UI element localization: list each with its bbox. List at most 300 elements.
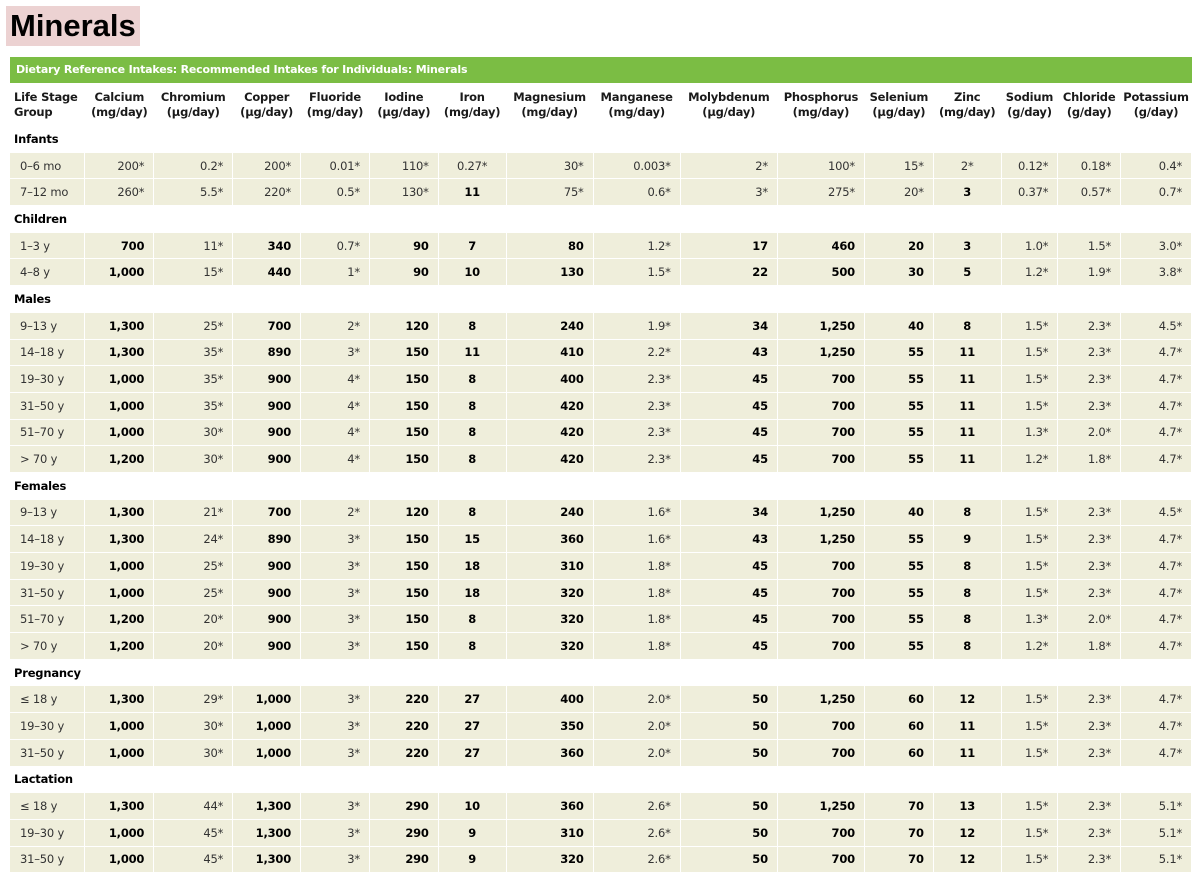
- life-stage-cell: 19–30 y: [10, 819, 85, 846]
- value-cell: 1,250: [777, 793, 864, 820]
- value-cell: 4.7*: [1121, 392, 1192, 419]
- group-label: Males: [10, 286, 1192, 313]
- value-cell: 120: [369, 499, 438, 526]
- column-header-name: Life Stage: [14, 89, 78, 104]
- column-header: [10, 83, 85, 126]
- value-cell: 350: [506, 713, 593, 740]
- value-cell: 34: [680, 312, 777, 339]
- value-cell: 1.8*: [1058, 446, 1121, 473]
- column-header-name: Potassium: [1123, 89, 1189, 104]
- value-cell: 21*: [154, 499, 233, 526]
- column-header: [1001, 83, 1058, 126]
- value-cell: 30: [864, 259, 933, 286]
- value-cell: 1,300: [85, 312, 154, 339]
- value-cell: 50: [680, 739, 777, 766]
- value-cell: 20*: [864, 179, 933, 206]
- value-cell: 240: [506, 312, 593, 339]
- value-cell: 1,000: [85, 366, 154, 393]
- value-cell: 1,250: [777, 312, 864, 339]
- value-cell: 60: [864, 739, 933, 766]
- value-cell: 4*: [301, 446, 370, 473]
- value-cell: 11: [933, 446, 1001, 473]
- value-cell: 320: [506, 633, 593, 660]
- value-cell: 460: [777, 232, 864, 259]
- value-cell: 2.3*: [1058, 553, 1121, 580]
- value-cell: 1,250: [777, 339, 864, 366]
- value-cell: 0.4*: [1121, 152, 1192, 179]
- value-cell: 360: [506, 526, 593, 553]
- table-row: [10, 686, 1192, 713]
- value-cell: 1.5*: [1001, 499, 1058, 526]
- value-cell: 2.6*: [593, 819, 680, 846]
- value-cell: 18: [438, 553, 506, 580]
- value-cell: 3: [933, 232, 1001, 259]
- table-row: [10, 713, 1192, 740]
- table-row: [10, 633, 1192, 660]
- value-cell: 2.3*: [593, 419, 680, 446]
- value-cell: 100*: [777, 152, 864, 179]
- value-cell: 1,300: [85, 499, 154, 526]
- value-cell: 55: [864, 366, 933, 393]
- value-cell: 900: [233, 446, 301, 473]
- value-cell: 310: [506, 553, 593, 580]
- value-cell: 40: [864, 312, 933, 339]
- value-cell: 2.3*: [1058, 366, 1121, 393]
- value-cell: 1,000: [85, 579, 154, 606]
- value-cell: 17: [680, 232, 777, 259]
- value-cell: 4*: [301, 392, 370, 419]
- value-cell: 18: [438, 579, 506, 606]
- value-cell: 700: [777, 366, 864, 393]
- value-cell: 9: [438, 846, 506, 873]
- value-cell: 22: [680, 259, 777, 286]
- value-cell: 20*: [154, 633, 233, 660]
- column-header-unit: (g/day): [1066, 104, 1112, 119]
- value-cell: 1,000: [233, 739, 301, 766]
- table-row: [10, 446, 1192, 473]
- column-header-unit: (mg/day): [608, 104, 665, 119]
- value-cell: 120: [369, 312, 438, 339]
- page-title: Minerals: [6, 6, 140, 46]
- column-header-name: Sodium: [1005, 89, 1054, 104]
- value-cell: 4.5*: [1121, 312, 1192, 339]
- value-cell: 1.3*: [1001, 606, 1058, 633]
- value-cell: 1,200: [85, 446, 154, 473]
- table-row: [10, 259, 1192, 286]
- table-row: [10, 232, 1192, 259]
- value-cell: 1.2*: [1001, 259, 1058, 286]
- value-cell: 90: [369, 259, 438, 286]
- value-cell: 45: [680, 419, 777, 446]
- life-stage-cell: 31–50 y: [10, 739, 85, 766]
- table-row: [10, 846, 1192, 873]
- value-cell: 1,250: [777, 526, 864, 553]
- value-cell: 11: [933, 339, 1001, 366]
- value-cell: 3*: [301, 579, 370, 606]
- value-cell: 15*: [864, 152, 933, 179]
- value-cell: 45*: [154, 819, 233, 846]
- value-cell: 150: [369, 339, 438, 366]
- value-cell: 2.6*: [593, 846, 680, 873]
- value-cell: 290: [369, 793, 438, 820]
- life-stage-cell: 4–8 y: [10, 259, 85, 286]
- value-cell: 2.2*: [593, 339, 680, 366]
- value-cell: 310: [506, 819, 593, 846]
- value-cell: 2*: [301, 499, 370, 526]
- value-cell: 0.27*: [438, 152, 506, 179]
- value-cell: 80: [506, 232, 593, 259]
- value-cell: 2.3*: [593, 392, 680, 419]
- column-header-unit: (mg/day): [443, 104, 501, 119]
- column-header-unit: (µg/day): [166, 104, 220, 119]
- value-cell: 150: [369, 526, 438, 553]
- data-table: [10, 83, 1192, 873]
- column-header: [154, 83, 233, 126]
- column-header: [438, 83, 506, 126]
- value-cell: 420: [506, 419, 593, 446]
- value-cell: 700: [777, 606, 864, 633]
- group-label: Infants: [10, 126, 1192, 152]
- table-row: [10, 152, 1192, 179]
- value-cell: 200*: [233, 152, 301, 179]
- value-cell: 45: [680, 606, 777, 633]
- life-stage-cell: 31–50 y: [10, 579, 85, 606]
- group-label: Children: [10, 206, 1192, 233]
- value-cell: 1.5*: [1001, 819, 1058, 846]
- column-header-name: Manganese: [600, 89, 673, 104]
- value-cell: 3*: [301, 526, 370, 553]
- value-cell: 7: [438, 232, 506, 259]
- value-cell: 25*: [154, 553, 233, 580]
- value-cell: 3*: [301, 793, 370, 820]
- value-cell: 320: [506, 846, 593, 873]
- life-stage-cell: 14–18 y: [10, 339, 85, 366]
- value-cell: 2*: [680, 152, 777, 179]
- column-header-unit: (g/day): [1007, 104, 1052, 119]
- value-cell: 4.7*: [1121, 526, 1192, 553]
- value-cell: 4.7*: [1121, 579, 1192, 606]
- value-cell: 44*: [154, 793, 233, 820]
- group-label: Females: [10, 472, 1192, 499]
- value-cell: 1.5*: [1001, 846, 1058, 873]
- value-cell: 700: [777, 713, 864, 740]
- value-cell: 3: [933, 179, 1001, 206]
- value-cell: 2.3*: [1058, 739, 1121, 766]
- value-cell: 900: [233, 419, 301, 446]
- value-cell: 400: [506, 366, 593, 393]
- column-header: [85, 83, 154, 126]
- value-cell: 8: [933, 633, 1001, 660]
- value-cell: 12: [933, 686, 1001, 713]
- table-row: [10, 419, 1192, 446]
- value-cell: 150: [369, 366, 438, 393]
- value-cell: 700: [777, 446, 864, 473]
- value-cell: 30*: [506, 152, 593, 179]
- column-header-unit: (mg/day): [521, 104, 578, 119]
- column-header: [864, 83, 933, 126]
- value-cell: 8: [438, 499, 506, 526]
- column-header: [933, 83, 1001, 126]
- value-cell: 3*: [301, 606, 370, 633]
- column-header-name: Molybdenum: [688, 89, 770, 104]
- value-cell: 45: [680, 553, 777, 580]
- table-row: [10, 579, 1192, 606]
- life-stage-cell: 31–50 y: [10, 846, 85, 873]
- table-row: [10, 793, 1192, 820]
- value-cell: 4*: [301, 366, 370, 393]
- life-stage-cell: 14–18 y: [10, 526, 85, 553]
- value-cell: 1*: [301, 259, 370, 286]
- value-cell: 440: [233, 259, 301, 286]
- value-cell: 2.3*: [1058, 793, 1121, 820]
- life-stage-cell: 0–6 mo: [10, 152, 85, 179]
- value-cell: 45*: [154, 846, 233, 873]
- value-cell: 0.01*: [301, 152, 370, 179]
- value-cell: 12: [933, 846, 1001, 873]
- value-cell: 8: [438, 366, 506, 393]
- value-cell: 11*: [154, 232, 233, 259]
- value-cell: 3*: [301, 633, 370, 660]
- value-cell: 4.7*: [1121, 633, 1192, 660]
- value-cell: 50: [680, 686, 777, 713]
- value-cell: 1.5*: [1001, 579, 1058, 606]
- value-cell: 12: [933, 819, 1001, 846]
- value-cell: 5.1*: [1121, 793, 1192, 820]
- value-cell: 1,200: [85, 606, 154, 633]
- value-cell: 5.1*: [1121, 819, 1192, 846]
- value-cell: 1.5*: [1001, 793, 1058, 820]
- life-stage-cell: 9–13 y: [10, 499, 85, 526]
- value-cell: 150: [369, 579, 438, 606]
- column-header: [301, 83, 370, 126]
- value-cell: 0.003*: [593, 152, 680, 179]
- value-cell: 290: [369, 846, 438, 873]
- value-cell: 2.3*: [1058, 713, 1121, 740]
- value-cell: 45: [680, 392, 777, 419]
- value-cell: 30*: [154, 739, 233, 766]
- value-cell: 2.6*: [593, 793, 680, 820]
- table-row: [10, 553, 1192, 580]
- value-cell: 70: [864, 793, 933, 820]
- table-row: [10, 312, 1192, 339]
- life-stage-cell: 19–30 y: [10, 713, 85, 740]
- value-cell: 4.7*: [1121, 446, 1192, 473]
- value-cell: 700: [233, 499, 301, 526]
- life-stage-cell: 1–3 y: [10, 232, 85, 259]
- value-cell: 70: [864, 846, 933, 873]
- value-cell: 55: [864, 339, 933, 366]
- value-cell: 4.7*: [1121, 366, 1192, 393]
- column-header: [506, 83, 593, 126]
- value-cell: 1.8*: [593, 633, 680, 660]
- value-cell: 4.7*: [1121, 739, 1192, 766]
- table-row: [10, 606, 1192, 633]
- value-cell: 35*: [154, 366, 233, 393]
- group-row: [10, 126, 1192, 152]
- value-cell: 700: [777, 392, 864, 419]
- value-cell: 8: [438, 446, 506, 473]
- value-cell: 1.5*: [1058, 232, 1121, 259]
- table-row: [10, 366, 1192, 393]
- column-header-name: Selenium: [869, 89, 929, 104]
- value-cell: 45: [680, 366, 777, 393]
- column-header-name: Zinc: [953, 89, 981, 104]
- value-cell: 3.0*: [1121, 232, 1192, 259]
- value-cell: 420: [506, 392, 593, 419]
- table-row: [10, 392, 1192, 419]
- value-cell: 11: [438, 179, 506, 206]
- value-cell: 45: [680, 446, 777, 473]
- column-header-name: Iodine: [384, 89, 424, 104]
- value-cell: 700: [777, 739, 864, 766]
- group-row: [10, 766, 1192, 793]
- value-cell: 0.6*: [593, 179, 680, 206]
- table-body: [10, 126, 1192, 873]
- value-cell: 43: [680, 526, 777, 553]
- value-cell: 11: [933, 713, 1001, 740]
- value-cell: 1.9*: [593, 312, 680, 339]
- value-cell: 1.5*: [1001, 739, 1058, 766]
- value-cell: 60: [864, 686, 933, 713]
- value-cell: 410: [506, 339, 593, 366]
- group-label: Pregnancy: [10, 659, 1192, 686]
- value-cell: 5.1*: [1121, 846, 1192, 873]
- value-cell: 1.3*: [1001, 419, 1058, 446]
- value-cell: 50: [680, 713, 777, 740]
- value-cell: 290: [369, 819, 438, 846]
- value-cell: 1.5*: [593, 259, 680, 286]
- column-header-unit: (µg/day): [377, 104, 431, 119]
- group-row: [10, 286, 1192, 313]
- value-cell: 1,000: [85, 259, 154, 286]
- value-cell: 10: [438, 259, 506, 286]
- value-cell: 700: [777, 579, 864, 606]
- value-cell: 2.3*: [1058, 312, 1121, 339]
- value-cell: 3*: [301, 553, 370, 580]
- column-header-unit: Group: [14, 104, 53, 119]
- value-cell: 2.3*: [1058, 526, 1121, 553]
- value-cell: 29*: [154, 686, 233, 713]
- value-cell: 1.5*: [1001, 366, 1058, 393]
- value-cell: 50: [680, 819, 777, 846]
- value-cell: 15*: [154, 259, 233, 286]
- value-cell: 8: [438, 392, 506, 419]
- value-cell: 8: [438, 312, 506, 339]
- column-header: [680, 83, 777, 126]
- column-header: [1058, 83, 1121, 126]
- column-header-unit: (µg/day): [872, 104, 926, 119]
- value-cell: 2.3*: [593, 366, 680, 393]
- life-stage-cell: 9–13 y: [10, 312, 85, 339]
- value-cell: 24*: [154, 526, 233, 553]
- value-cell: 3*: [680, 179, 777, 206]
- value-cell: 25*: [154, 312, 233, 339]
- value-cell: 150: [369, 392, 438, 419]
- value-cell: 45: [680, 633, 777, 660]
- value-cell: 2.0*: [593, 713, 680, 740]
- table-header: [10, 83, 1192, 126]
- value-cell: 700: [777, 819, 864, 846]
- value-cell: 40: [864, 499, 933, 526]
- column-header-unit: (mg/day): [306, 104, 364, 119]
- column-header-name: Iron: [459, 89, 485, 104]
- table-row: [10, 179, 1192, 206]
- life-stage-cell: 7–12 mo: [10, 179, 85, 206]
- value-cell: 1.8*: [593, 606, 680, 633]
- value-cell: 2.3*: [593, 446, 680, 473]
- value-cell: 1,000: [233, 713, 301, 740]
- value-cell: 220*: [233, 179, 301, 206]
- value-cell: 11: [438, 339, 506, 366]
- value-cell: 2*: [933, 152, 1001, 179]
- value-cell: 8: [933, 499, 1001, 526]
- value-cell: 35*: [154, 339, 233, 366]
- value-cell: 1.5*: [1001, 339, 1058, 366]
- value-cell: 55: [864, 553, 933, 580]
- value-cell: 900: [233, 366, 301, 393]
- value-cell: 1,000: [85, 819, 154, 846]
- value-cell: 11: [933, 419, 1001, 446]
- value-cell: 900: [233, 579, 301, 606]
- value-cell: 55: [864, 633, 933, 660]
- value-cell: 3.8*: [1121, 259, 1192, 286]
- value-cell: 150: [369, 553, 438, 580]
- value-cell: 2.3*: [1058, 339, 1121, 366]
- value-cell: 1,250: [777, 686, 864, 713]
- column-header-unit: (mg/day): [91, 104, 148, 119]
- value-cell: 0.7*: [301, 232, 370, 259]
- value-cell: 260*: [85, 179, 154, 206]
- value-cell: 90: [369, 232, 438, 259]
- value-cell: 1,000: [85, 392, 154, 419]
- value-cell: 1.0*: [1001, 232, 1058, 259]
- value-cell: 9: [438, 819, 506, 846]
- value-cell: 890: [233, 526, 301, 553]
- group-row: [10, 206, 1192, 233]
- value-cell: 500: [777, 259, 864, 286]
- table-row: [10, 339, 1192, 366]
- life-stage-cell: ≤ 18 y: [10, 686, 85, 713]
- value-cell: 4.5*: [1121, 499, 1192, 526]
- value-cell: 55: [864, 419, 933, 446]
- value-cell: 150: [369, 419, 438, 446]
- value-cell: 60: [864, 713, 933, 740]
- value-cell: 1.8*: [593, 579, 680, 606]
- value-cell: 2.3*: [1058, 579, 1121, 606]
- value-cell: 1.9*: [1058, 259, 1121, 286]
- column-header-unit: (mg/day): [938, 104, 996, 119]
- value-cell: 20: [864, 232, 933, 259]
- value-cell: 1,300: [233, 793, 301, 820]
- value-cell: 2.3*: [1058, 686, 1121, 713]
- value-cell: 2.3*: [1058, 392, 1121, 419]
- value-cell: 1.5*: [1001, 526, 1058, 553]
- value-cell: 50: [680, 846, 777, 873]
- value-cell: 27: [438, 686, 506, 713]
- value-cell: 1.5*: [1001, 686, 1058, 713]
- value-cell: 10: [438, 793, 506, 820]
- value-cell: 900: [233, 392, 301, 419]
- value-cell: 1.5*: [1001, 312, 1058, 339]
- value-cell: 8: [438, 606, 506, 633]
- value-cell: 25*: [154, 579, 233, 606]
- value-cell: 150: [369, 606, 438, 633]
- value-cell: 1.5*: [1001, 392, 1058, 419]
- value-cell: 1,300: [85, 526, 154, 553]
- value-cell: 2.0*: [1058, 606, 1121, 633]
- value-cell: 5.5*: [154, 179, 233, 206]
- value-cell: 900: [233, 553, 301, 580]
